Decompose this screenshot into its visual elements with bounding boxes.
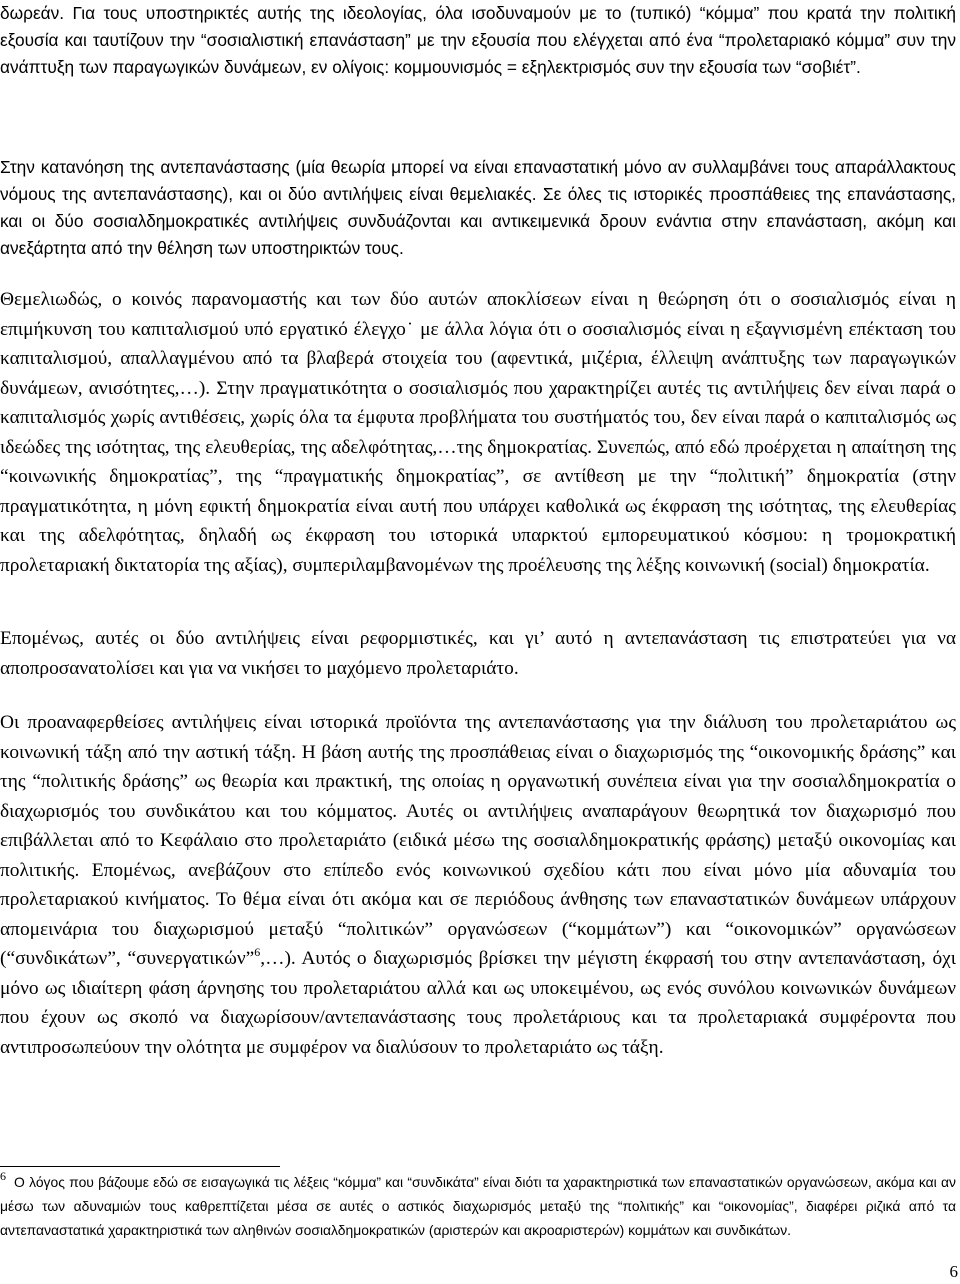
footnote-separator [0, 1166, 280, 1167]
paragraph-intro: δωρεάν. Για τους υποστηρικτές αυτής της ιδεολογίας, όλα ισοδυναμούν με το (τυπικό) “κόμμα” που κρατά την πολιτική εξουσία και ταυτίζουν την “σοσιαλιστική επανάσταση” με την εξουσία που ελέγχεται από ένα “προλεταριακό κόμμα” συν την ανάπτυξη των παραγωγικών δυνάμεων, εν ολίγοις: κομμουνισμός = εξηλεκτρισμός συν την εξουσία των “σοβιέτ”. [0, 3, 956, 77]
footnote-reference[interactable]: 6 [254, 945, 261, 959]
paragraph-precursors-part2: ,…). Αυτός ο διαχωρισμός βρίσκει την μέγιστη έκφρασή του στην αντεπανάσταση, όχι μόνο ως ιδιαίτερη φάση άρνησης του προλεταριάτου αλλά και ως υποκειμένου, ως ενός συνόλου κοινωνικών δυνάμεων που έχουν ως σκοπό να διαχωρίσουν/αντεπανάστασης τους προλετάριους και τα προλεταριακά συμφέροντα που αντιπροσωπεύουν την ολότητα με συμφέρον να διαλύσουν το προλεταριάτο ως τάξη. [0, 948, 957, 1058]
paragraph-basically: Θεμελιωδώς, ο κοινός παρανομαστής και των δύο αυτών αποκλίσεων είναι η θεώρηση ότι ο σοσιαλισμός είναι η επιμήκυνση του καπιταλισμού υπό εργατικό έλεγχο˙ με άλλα λόγια ότι ο σοσιαλισμός είναι η εξαγνισμένη επέκταση του καπιταλισμού, απαλλαγμένου από τα βλαβερά στοιχεία του (αφεντικά, μιζέρια, έλλειψη ανάπτυξης των παραγωγικών δυνάμεων, ανισότητες,…). Στην πραγματικότητα ο σοσιαλισμός που χαρακτηρίζει αυτές τις αντιλήψεις δεν είναι παρά ο καπιταλισμός χωρίς αντιθέσεις, χωρίς όλα τα έμφυτα προβλήματα του συστήματός του, δεν είναι παρά ο καπιταλισμός ως ιδεώδες της ισότητας, της ελευθερίας, της αδελφότητας,…της δημοκρατίας. Συνεπώς, από εδώ προέρχεται η απαίτηση της “κοινωνικής δημοκρατίας”, της “πραγματικής δημοκρατίας”, σε αντίθεση με την “πολιτική” δημοκρατία (στην πραγματικότητα, η μόνη εφικτή δημοκρατία είναι αυτή που υπάρχει καθολικά ως έκφραση της ισότητας, της ελευθερίας και της αδελφότητας, δηλαδή ως έκφραση του ιστορικά υπαρκτού εμπορευματικού κόσμου: η τρομοκρατική προλεταριακή δικτατορία της αξίας), συμπεριλαμβανομένων της προέλευσης της λέξης κοινωνική (social) δημοκρατία. [0, 289, 956, 576]
footnote [0, 1170, 956, 1242]
paragraph-precursors-part1: Οι προαναφερθείσες αντιλήψεις είναι ιστορικά προϊόντα της αντεπανάστασης για την διάλυση του προλεταριάτου ως κοινωνική τάξη από την αστική τάξη. Η βάση αυτής της προσπάθειας είναι ο διαχωρισμός της “οικονομικής δράσης” και της “πολιτικής δράσης” ως θεωρία και πρακτική, της οποίας η οργανωτική συνέπεια είναι για την σοσιαλδημοκρατία ο διαχωρισμός του συνδικάτου και του κόμματος. Αυτές οι αντιλήψεις αναπαράγουν θεωρητικά τον διαχωρισμό που επιβάλλεται από το Κεφάλαιο στο προλεταριάτο (ειδικά μέσω της σοσιαλδημοκρατικής φράσης) μεταξύ οικονομίας και πολιτικής. Επομένως, ανεβάζουν στο επίπεδο ενός κοινωνικού σχεδίου κάτι που είναι μόνο μία αδυναμία του προλεταριακού κινήματος. Το θέμα είναι ότι ακόμα και σε περιόδους άνθησης των επαναστατικών δυνάμεων υπάρχουν απομεινάρια του διαχωρισμού μεταξύ “πολιτικών” οργανώσεων (“κομμάτων”) και “οικονομικών” οργανώσεων (“συνδικάτων”, “συνεργατικών” [0, 712, 956, 969]
footnote-marker: 6 [0, 1169, 6, 1183]
paragraph-therefore: Επομένως, αυτές οι δύο αντιλήψεις είναι ρεφορμιστικές, και γι’ αυτό η αντεπανάσταση τις επιστρατεύει για να αποπροσανατολίσει και για να νικήσει το μαχόμενο προλεταριάτο. [0, 628, 956, 679]
paragraph-precursors [0, 708, 956, 1062]
page-number: 6 [949, 1262, 958, 1281]
footnote-text: Ο λόγος που βάζουμε εδώ σε εισαγωγικά τις λέξεις “κόμμα” και “συνδικάτα” είναι διότι τα χαρακτηριστικά των επαναστατικών οργανώσεων, ακόμα και αν μέσω των αδυναμιών τους καθρεπτίζεται μέσα σε αυτές ο αστικός διαχωρισμός μεταξύ της “πολιτικής” και “οικονομίας”, διαφέρει ριζικά από τα αντεπαναστατικά χαρακτηριστικά των αληθινών σοσιαλδημοκρατικών (αριστερών και ακροαριστερών) κομμάτων και συνδικάτων. [0, 1174, 956, 1238]
paragraph-counter-revolution: Στην κατανόηση της αντεπανάστασης (μία θεωρία μπορεί να είναι επαναστατική μόνο αν συλλαμβάνει τους απαράλλακτους νόμους της αντεπανάστασης), και οι δύο αντιλήψεις είναι θεμελιακές. Σε όλες τις ιστορικές προσπάθειες της επανάστασης, και οι δύο σοσιαλδημοκρατικές αντιλήψεις συνδυάζονται και αντικειμενικά δρουν ενάντια στην επανάσταση, ακόμη και ανεξάρτητα από την θέληση των υποστηρικτών τους. [0, 157, 956, 258]
